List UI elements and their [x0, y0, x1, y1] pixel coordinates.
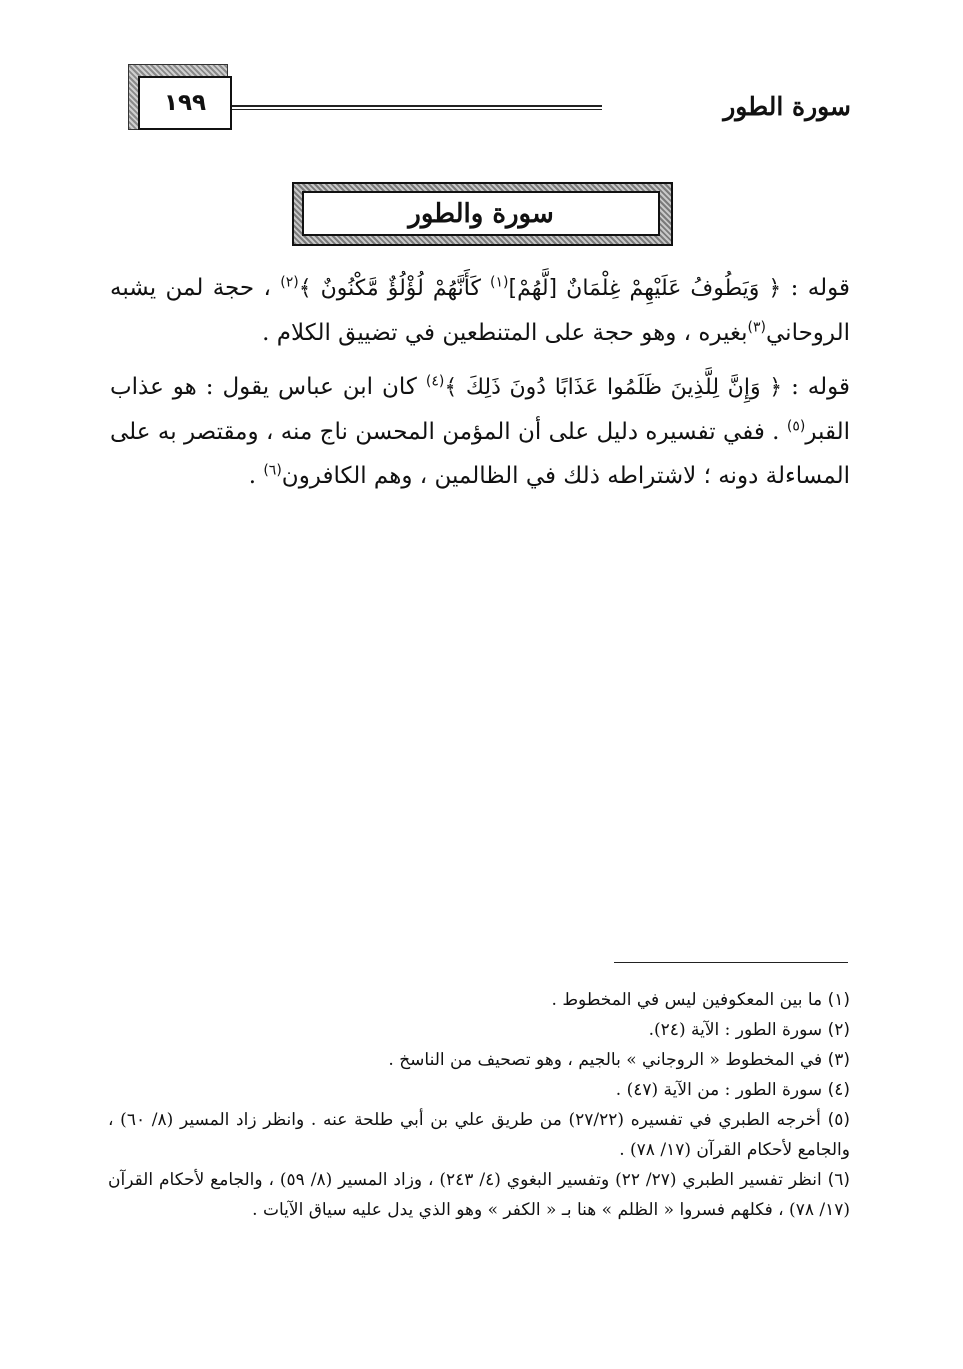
- paragraph-text: . ففي تفسيره دليل على أن المؤمن المحسن ناج منه ، ومقتصر به على المساءلة دونه ؛ لاشتراطه ذلك في الظالمين ، وهم الكافرون: [110, 419, 850, 489]
- paragraph-2: [110, 365, 850, 498]
- paragraph-lead: قوله :: [782, 374, 850, 400]
- footnote-text: سورة الطور : من الآية (٤٧) .: [615, 1080, 828, 1100]
- footnote-number: (٤): [827, 1080, 850, 1100]
- quran-verse: ﴿ وَإِنَّ لِلَّذِينَ ظَلَمُوا عَذَابًا دُونَ ذَلِكَ ﴾: [444, 375, 783, 400]
- footnote-ref[interactable]: (١): [490, 274, 509, 291]
- footnote-ref[interactable]: (٣): [747, 319, 766, 336]
- paragraph-text: كان ابن عباس يقول : هو عذاب القبر: [110, 374, 850, 445]
- footnote-ref[interactable]: (٦): [263, 462, 282, 479]
- running-title: سورة الطور: [723, 92, 851, 121]
- footnote-item: [108, 1165, 850, 1225]
- footnote-number: (١): [827, 990, 850, 1010]
- footnote-separator: [614, 962, 848, 963]
- footnote-text: انظر تفسير الطبري (٢٧/ ٢٢) وتفسير البغوي (٤/ ٢٤٣) ، وزاد المسير (٨/ ٥٩) ، والجامع لأحكام القرآن (١٧/ ٧٨) ، فكلهم فسروا « الظلم » هنا بـ « الكفر » وهو الذي يدل عليه سياق الآيات .: [108, 1170, 850, 1220]
- footnote-item: [108, 1015, 850, 1045]
- footnote-ref[interactable]: (٢): [280, 274, 299, 291]
- footnote-item: [108, 1105, 850, 1165]
- footnote-ref[interactable]: (٥): [786, 418, 806, 435]
- paragraph-text: بغيره ، وهو حجة على المتنطعين في تضييق الكلام .: [262, 320, 748, 346]
- footnote-item: [108, 1045, 850, 1075]
- footnote-number: (٦): [827, 1170, 851, 1190]
- footnote-text: ما بين المعكوفين ليس في المخطوط .: [551, 990, 828, 1010]
- surah-title: سورة والطور: [302, 191, 660, 236]
- quran-verse: ﴿ وَيَطُوفُ عَلَيْهِمْ غِلْمَانٌ [لَّهُمْ]: [508, 276, 782, 301]
- footnote-number: (٣): [827, 1050, 850, 1070]
- footnote-item: [108, 985, 850, 1015]
- footnote-text: أخرجه الطبري في تفسيره (٢٧/٢٢) من طريق علي بن أبي طلحة عنه . وانظر زاد المسير (٨/ ٦٠) ، والجامع لأحكام القرآن (١٧/ ٧٨) .: [108, 1110, 850, 1160]
- paragraph-1: [110, 266, 850, 355]
- footnote-text: سورة الطور : الآية (٢٤).: [648, 1020, 828, 1040]
- footnote-number: (٢): [827, 1020, 850, 1040]
- footnotes: [108, 985, 850, 1225]
- quran-verse: كَأَنَّهُمْ لُؤْلُؤٌ مَّكْنُونٌ ﴾: [298, 276, 491, 301]
- footnote-item: [108, 1075, 850, 1105]
- paragraph-lead: قوله :: [781, 275, 850, 301]
- footnote-text: في المخطوط « الروجاني » بالجيم ، وهو تصحيف من الناسخ .: [388, 1050, 828, 1070]
- header-rule: [232, 105, 602, 110]
- footnote-ref[interactable]: (٤): [425, 373, 445, 390]
- footnote-number: (٥): [827, 1110, 851, 1130]
- paragraph-text: .: [248, 463, 264, 489]
- paragraph-text: ، حجة لمن يشبه الروحاني: [110, 275, 850, 346]
- page-number: ١٩٩: [138, 76, 232, 130]
- body-text: [110, 266, 850, 508]
